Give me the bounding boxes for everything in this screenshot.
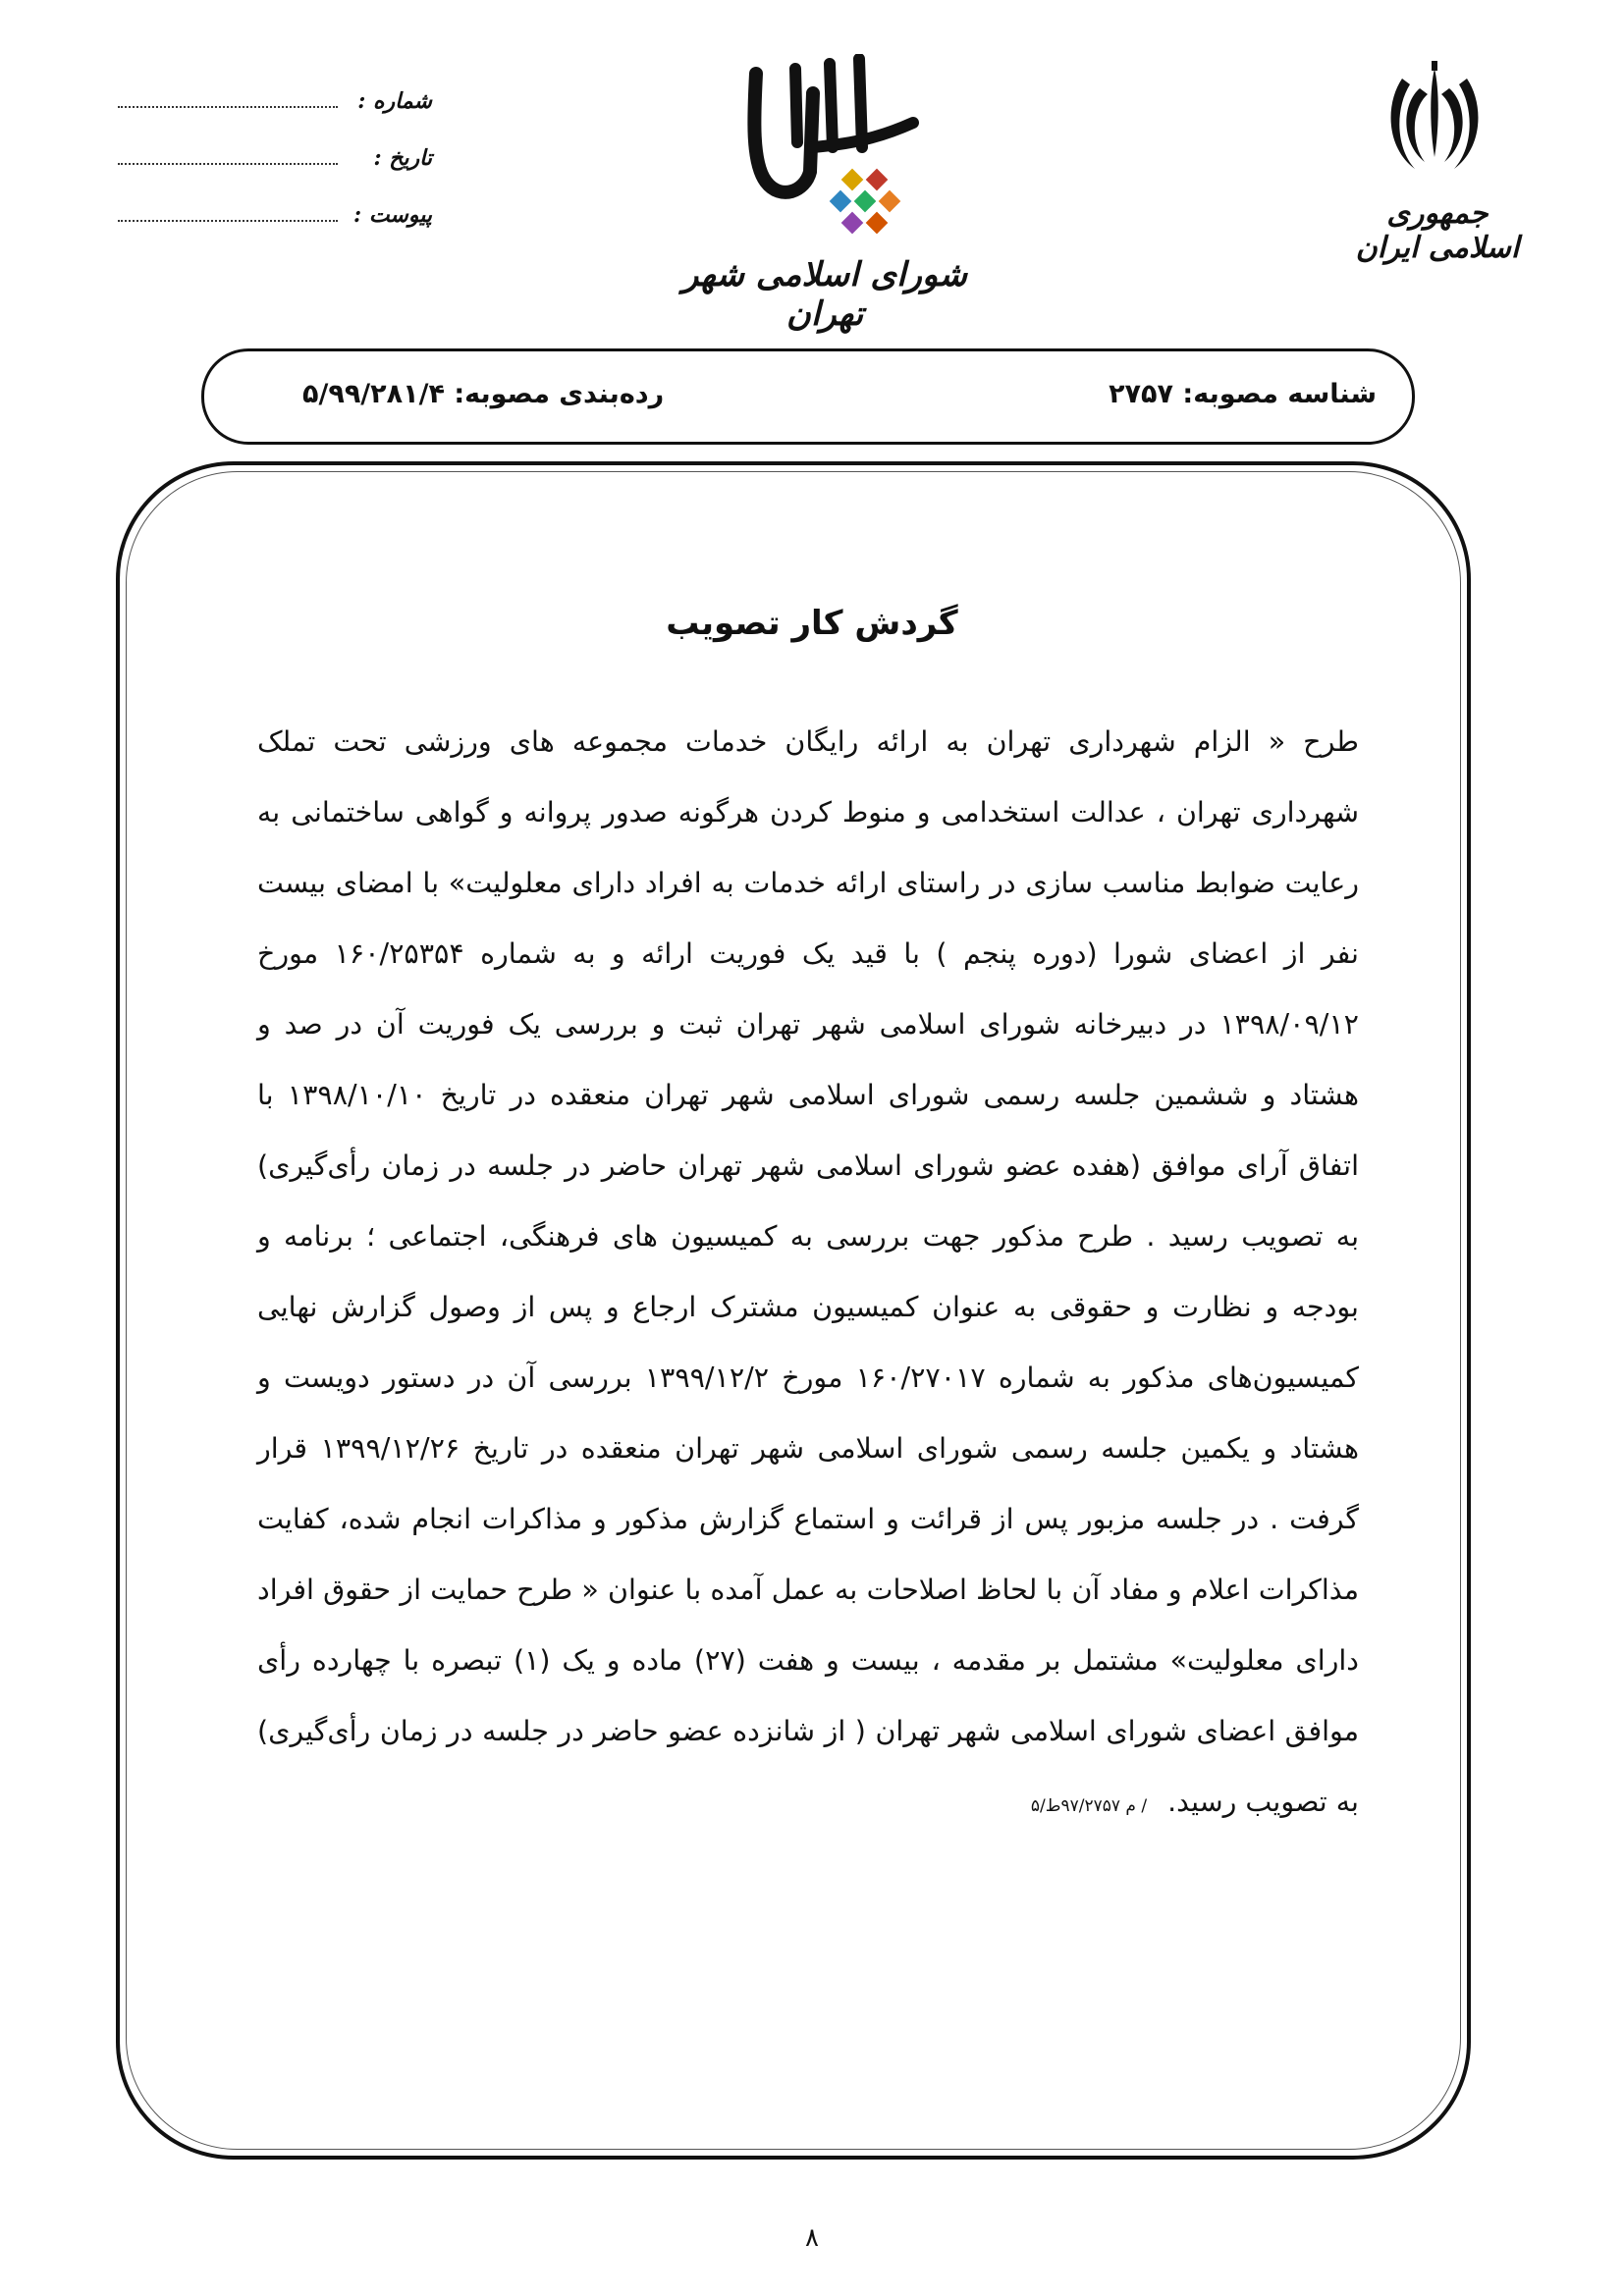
reference-note: / م ۹۷/۲۷۵۷ط/۵ bbox=[1030, 1796, 1148, 1816]
date-label: تاریخ : bbox=[373, 145, 432, 171]
iran-emblem-block bbox=[1339, 59, 1536, 265]
country-name: جمهوری اسلامی ایران bbox=[1355, 196, 1520, 265]
number-field bbox=[118, 88, 432, 145]
attachment-blank bbox=[118, 202, 338, 222]
attachment-field bbox=[118, 202, 432, 259]
date-blank bbox=[118, 145, 338, 165]
document-title: گردش کار تصویب bbox=[666, 604, 958, 643]
resolution-id: شناسه مصوبه: ۲۷۵۷ bbox=[1109, 379, 1377, 409]
council-name: شورای اسلامی شهر تهران bbox=[682, 255, 967, 334]
number-label: شماره : bbox=[357, 88, 432, 114]
page-number: ۸ bbox=[805, 2223, 819, 2253]
council-logo-icon bbox=[727, 54, 923, 250]
date-field bbox=[118, 145, 432, 202]
number-blank bbox=[118, 88, 338, 108]
resolution-classification: رده‌بندی مصوبه: ۵/۹۹/۲۸۱/۴ bbox=[302, 379, 665, 409]
document-body bbox=[257, 707, 1359, 1842]
council-logo-block bbox=[668, 54, 982, 334]
resolution-id-bar bbox=[201, 348, 1415, 445]
body-paragraph: طرح « الزام شهرداری تهران به ارائه رایگان خدمات مجموعه های ورزشی تحت تملک شهرداری تهران ، عدالت استخدامی و منوط کردن هرگونه صدور پروانه و گواهی ساختمانی به رعایت ضوابط مناسب سازی در راستای ارائه خدمات به افراد دارای معلولیت» با امضای بیست نفر از اعضای شورا (دوره پنجم ) با قید یک فوریت ارائه و به شماره ۱۶۰/۲۵۳۵۴ مورخ ۱۳۹۸/۰۹/۱۲ در دبیرخانه شورای اسلامی شهر تهران ثبت و بررسی یک فوریت آن در صد و هشتاد و ششمین جلسه رسمی شورای اسلامی شهر تهران منعقده در تاریخ ۱۳۹۸/۱۰/۱۰ با اتفاق آرای موافق (هفده عضو شورای اسلامی شهر تهران حاضر در جلسه در زمان رأی‌گیری) به تصویب رسید . طرح مذکور جهت بررسی به کمیسیون های فرهنگی، اجتماعی ؛ برنامه و بودجه و نظارت و حقوقی به عنوان کمیسیون مشترک ارجاع و پس از وصول گزارش نهایی کمیسیون‌های مذکور به شماره ۱۶۰/۲۷۰۱۷ مورخ ۱۳۹۹/۱۲/۲ بررسی آن در دستور دویست و هشتاد و یکمین جلسه رسمی شورای اسلامی شهر تهران منعقده در تاریخ ۱۳۹۹/۱۲/۲۶ قرار گرفت . در جلسه مزبور پس از قرائت و استماع گزارش مذکور و مذاکرات انجام شده، کفایت مذاکرات اعلام و مفاد آن با لحاظ اصلاحات به عمل آمده با عنوان « طرح حمایت از حقوق افراد دارای معلولیت» مشتمل بر مقدمه ، بیست و هفت (۲۷) ماده و یک (۱) تبصره با چهارده رأی موافق اعضای شورای اسلامی شهر تهران ( از شانزده عضو حاضر در جلسه در زمان رأی‌گیری) به تصویب رسید. bbox=[257, 725, 1359, 1818]
letterhead bbox=[0, 0, 1624, 334]
attachment-label: پیوست : bbox=[353, 202, 432, 228]
iran-emblem-icon bbox=[1380, 59, 1489, 177]
letter-fields bbox=[118, 88, 432, 259]
